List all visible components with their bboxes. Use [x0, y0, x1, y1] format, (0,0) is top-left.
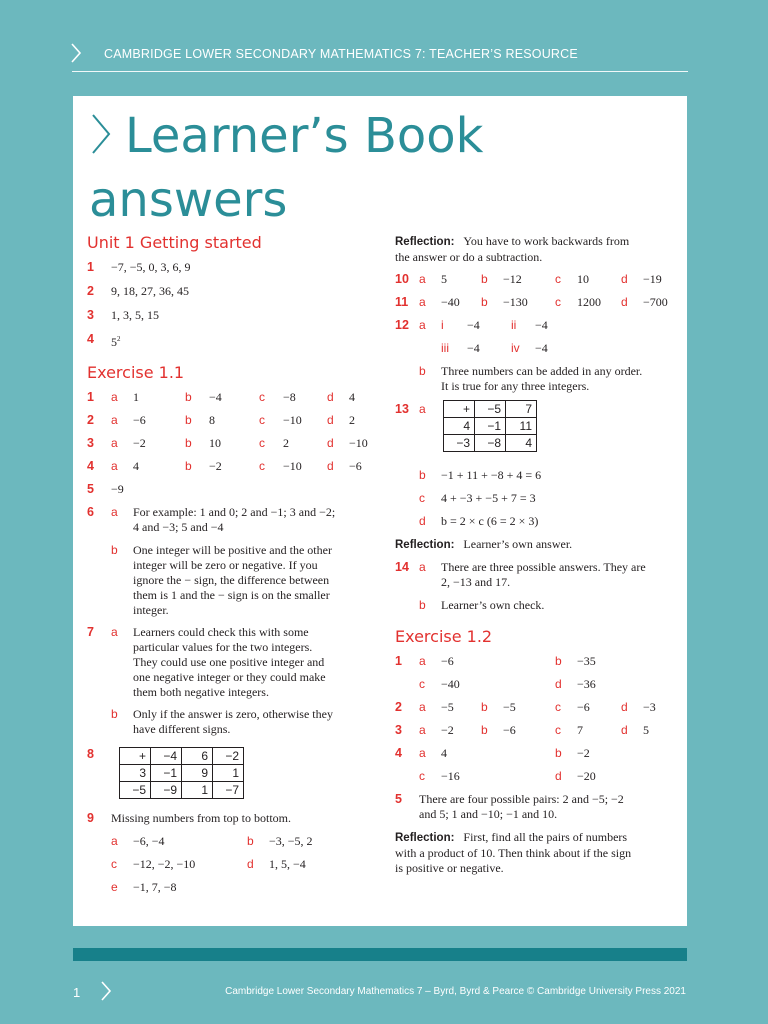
left-column	[87, 232, 375, 903]
section-heading-unit1: Unit 1 Getting started	[87, 233, 262, 252]
answer-q14b: b Learner’s own check.	[419, 598, 545, 612]
running-header	[0, 0, 768, 74]
answer-unit1-q3: 3 1, 3, 5, 15	[87, 308, 159, 322]
page-title	[89, 104, 484, 232]
header-title: CAMBRIDGE LOWER SECONDARY MATHEMATICS 7: TEACHER’S RESOURCE	[104, 47, 578, 61]
page-title-line1: Learner’s Book	[125, 108, 484, 164]
answer-q12a-row1: 12 a i −4 ii −4	[395, 318, 548, 332]
reflection-2: Reflection: Learner’s own answer.	[395, 537, 573, 551]
answer-q13b: b −1 + 11 + −8 + 4 = 6	[419, 468, 542, 482]
answer-q12a-row2: iii −4 iv −4	[441, 341, 548, 355]
answer-q14a: 14 a There are three possible answers. They are 2, −13 and 17.	[395, 560, 646, 589]
answer-ex11-q5: 5 −9	[87, 482, 124, 496]
answer-ex11-q3: 3 a −2 b 10 c 2 d −10	[87, 436, 368, 450]
reflection-3: Reflection: First, find all the pairs of numbers with a product of 10. Then think about if the sign is positive or negative.	[395, 830, 632, 875]
answer-ex11-q2: 2 a −6 b 8 c −10 d 2	[87, 413, 355, 427]
reflection-1: Reflection: You have to work backwards from the answer or do a subtraction.	[395, 234, 630, 264]
answer-ex11-q7b: b Only if the answer is zero, otherwise they have different signs.	[111, 707, 333, 736]
footer-bar	[73, 948, 687, 961]
answer-q13a: 13 a + −5 7 4 −1 11 −3 −8 4	[395, 402, 685, 468]
title-chevron-icon	[90, 112, 112, 156]
page-number: 1	[73, 985, 81, 1000]
chevron-right-icon	[70, 42, 82, 64]
answer-ex12-q2: 2 a −5 b −5 c −6 d −3	[395, 700, 656, 714]
answer-ex11-q9cd: c −12, −2, −10 d 1, 5, −4	[111, 857, 306, 871]
answer-ex11-q1: 1 a 1 b −4 c −8 d 4	[87, 390, 355, 404]
answer-q13d: d b = 2 × c (6 = 2 × 3)	[419, 514, 539, 528]
answer-ex11-q8: 8 + −4 6 −2 3 −1 9 1 −5 −9 1 −7	[87, 747, 375, 811]
answer-q12b: b Three numbers can be added in any order. It is true for any three integers.	[419, 364, 643, 393]
answer-ex11-q9e: e −1, 7, −8	[111, 880, 177, 894]
section-heading-exercise-1-1: Exercise 1.1	[87, 363, 185, 382]
answer-q13c: c 4 + −3 + −5 + 7 = 3	[419, 491, 536, 505]
answer-unit1-q2: 2 9, 18, 27, 36, 45	[87, 284, 189, 298]
answer-unit1-q4: 4 $5^2$	[87, 332, 121, 349]
answer-ex12-q3: 3 a −2 b −6 c 7 d 5	[395, 723, 649, 737]
page-content	[73, 96, 687, 926]
answer-ex12-q4ab: 4 a 4 b −2	[395, 746, 590, 760]
answer-q11: 11 a −40 b −130 c 1200 d −700	[395, 295, 668, 309]
answer-ex12-q1ab: 1 a −6 b −35	[395, 654, 596, 668]
answer-q10: 10 a 5 b −12 c 10 d −19	[395, 272, 662, 286]
answer-ex11-q6b: b One integer will be positive and the other integer will be zero or negative. If you ignore the − sign, the difference between them is 1 and the − sign is on the smaller integer.	[111, 543, 332, 617]
section-heading-exercise-1-2: Exercise 1.2	[395, 627, 493, 646]
answer-unit1-q1: 1 −7, −5, 0, 3, 6, 9	[87, 260, 191, 274]
addition-table-q8: + −4 6 −2 3 −1 9 1 −5 −9 1 −7	[119, 747, 244, 799]
page-title-line2: answers	[89, 172, 288, 228]
answer-ex12-q1cd: c −40 d −36	[419, 677, 596, 691]
addition-table-q13: + −5 7 4 −1 11 −3 −8 4	[443, 400, 537, 452]
answer-ex11-q9ab: a −6, −4 b −3, −5, 2	[111, 834, 313, 848]
answer-ex12-q4cd: c −16 d −20	[419, 769, 596, 783]
header-rule	[72, 71, 688, 72]
answer-ex11-q6a: 6 a For example: 1 and 0; 2 and −1; 3 and −2; 4 and −3; 5 and −4	[87, 505, 336, 534]
answer-ex11-q4: 4 a 4 b −2 c −10 d −6	[87, 459, 362, 473]
footer-chevron-icon	[100, 980, 112, 1002]
answer-ex12-q5: 5 There are four possible pairs: 2 and −5; −2 and 5; 1 and −10; −1 and 10.	[395, 792, 624, 821]
footer-copyright: Cambridge Lower Secondary Mathematics 7 – Byrd, Byrd & Pearce © Cambridge University Press 2021	[225, 986, 686, 997]
answer-ex11-q9: 9 Missing numbers from top to bottom.	[87, 811, 291, 825]
answer-ex11-q7a: 7 a Learners could check this with some particular values for the two integers. They could use one positive integer and one negative integer or they could make them both negative integers.	[87, 625, 326, 699]
right-column	[395, 234, 685, 880]
